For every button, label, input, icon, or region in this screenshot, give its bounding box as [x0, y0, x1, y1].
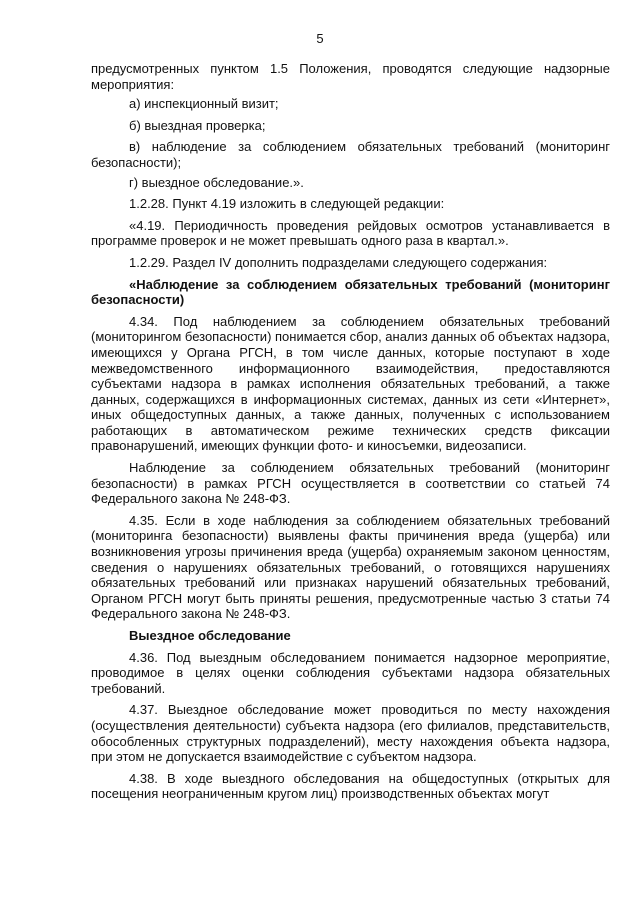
- paragraph-1-2-29: 1.2.29. Раздел IV дополнить подразделами следующего содержания:: [129, 254, 548, 270]
- section-heading-monitoring: «Наблюдение за соблюдением обязательных требований (мониторинг безопасности): [91, 276, 610, 308]
- paragraph-4-19: «4.19. Периодичность проведения рейдовых осмотров устанавливается в программе проверок и не может превышать одного раза в квартал.».: [91, 217, 610, 249]
- paragraph-intro: предусмотренных пунктом 1.5 Положения, проводятся следующие надзорные мероприятия:: [91, 61, 610, 92]
- paragraph-4-38: 4.38. В ходе выездного обследования на общедоступных (открытых для посещения неограниченным кругом лиц) производственных объектах могут: [91, 770, 610, 802]
- list-item-v: в) наблюдение за соблюдением обязательных требований (мониторинг безопасности);: [91, 139, 610, 170]
- list-item-a: а) инспекционный визит;: [129, 96, 279, 112]
- list-item-g: г) выездное обследование.».: [129, 174, 304, 190]
- paragraph-4-35: 4.35. Если в ходе наблюдения за соблюдением обязательных требований (мониторинга безопасности) выявлены факты причинения вреда (ущерба) или возникновения угрозы причинения вреда (ущерба) охраняемым законом ценностям, сведения о нарушениях обязательных требований, о готовящихся нарушениях обязательных требований или признаках нарушений обязательных требований, Органом РГСН могут быть приняты решения, предусмотренные частью 3 статьи 74 Федерального закона № 248-ФЗ.: [91, 512, 610, 622]
- paragraph-4-37: 4.37. Выездное обследование может проводиться по месту нахождения (осуществления деятельности) субъекта надзора (его филиалов, представительств, обособленных структурных подразделений), месту нахождения объекта надзора, при этом не допускается взаимодействие с субъектом надзора.: [91, 702, 610, 765]
- paragraph-1-2-28: 1.2.28. Пункт 4.19 изложить в следующей редакции:: [129, 196, 445, 212]
- list-item-b: б) выездная проверка;: [129, 117, 266, 133]
- paragraph-monitoring-basis: Наблюдение за соблюдением обязательных требований (мониторинг безопасности) в рамках РГСН осуществляется в соответствии со статьей 74 Федерального закона № 248-ФЗ.: [91, 460, 610, 507]
- paragraph-4-36: 4.36. Под выездным обследованием понимается надзорное мероприятие, проводимое в целях оценки соблюдения субъектами надзора обязательных требований.: [91, 649, 610, 696]
- document-body: [91, 61, 610, 808]
- page-number: 5: [316, 31, 324, 46]
- paragraph-4-34: 4.34. Под наблюдением за соблюдением обязательных требований (мониторингом безопасности) понимается сбор, анализ данных об объектах надзора, имеющихся у Органа РГСН, в том числе данных, которые поступают в ходе межведомственного информационного взаимодействия, предоставляются субъектами надзора в рамках исполнения обязательных требований, а также данных, содержащихся в информационных системах, данных из сети «Интернет», иных общедоступных данных, а также данных, полученных с использованием работающих в автоматическом режиме технических средств фиксации правонарушений, имеющих функции фото- и киносъемки, видеозаписи.: [91, 313, 610, 454]
- section-heading-field-inspection: Выездное обследование: [129, 628, 291, 643]
